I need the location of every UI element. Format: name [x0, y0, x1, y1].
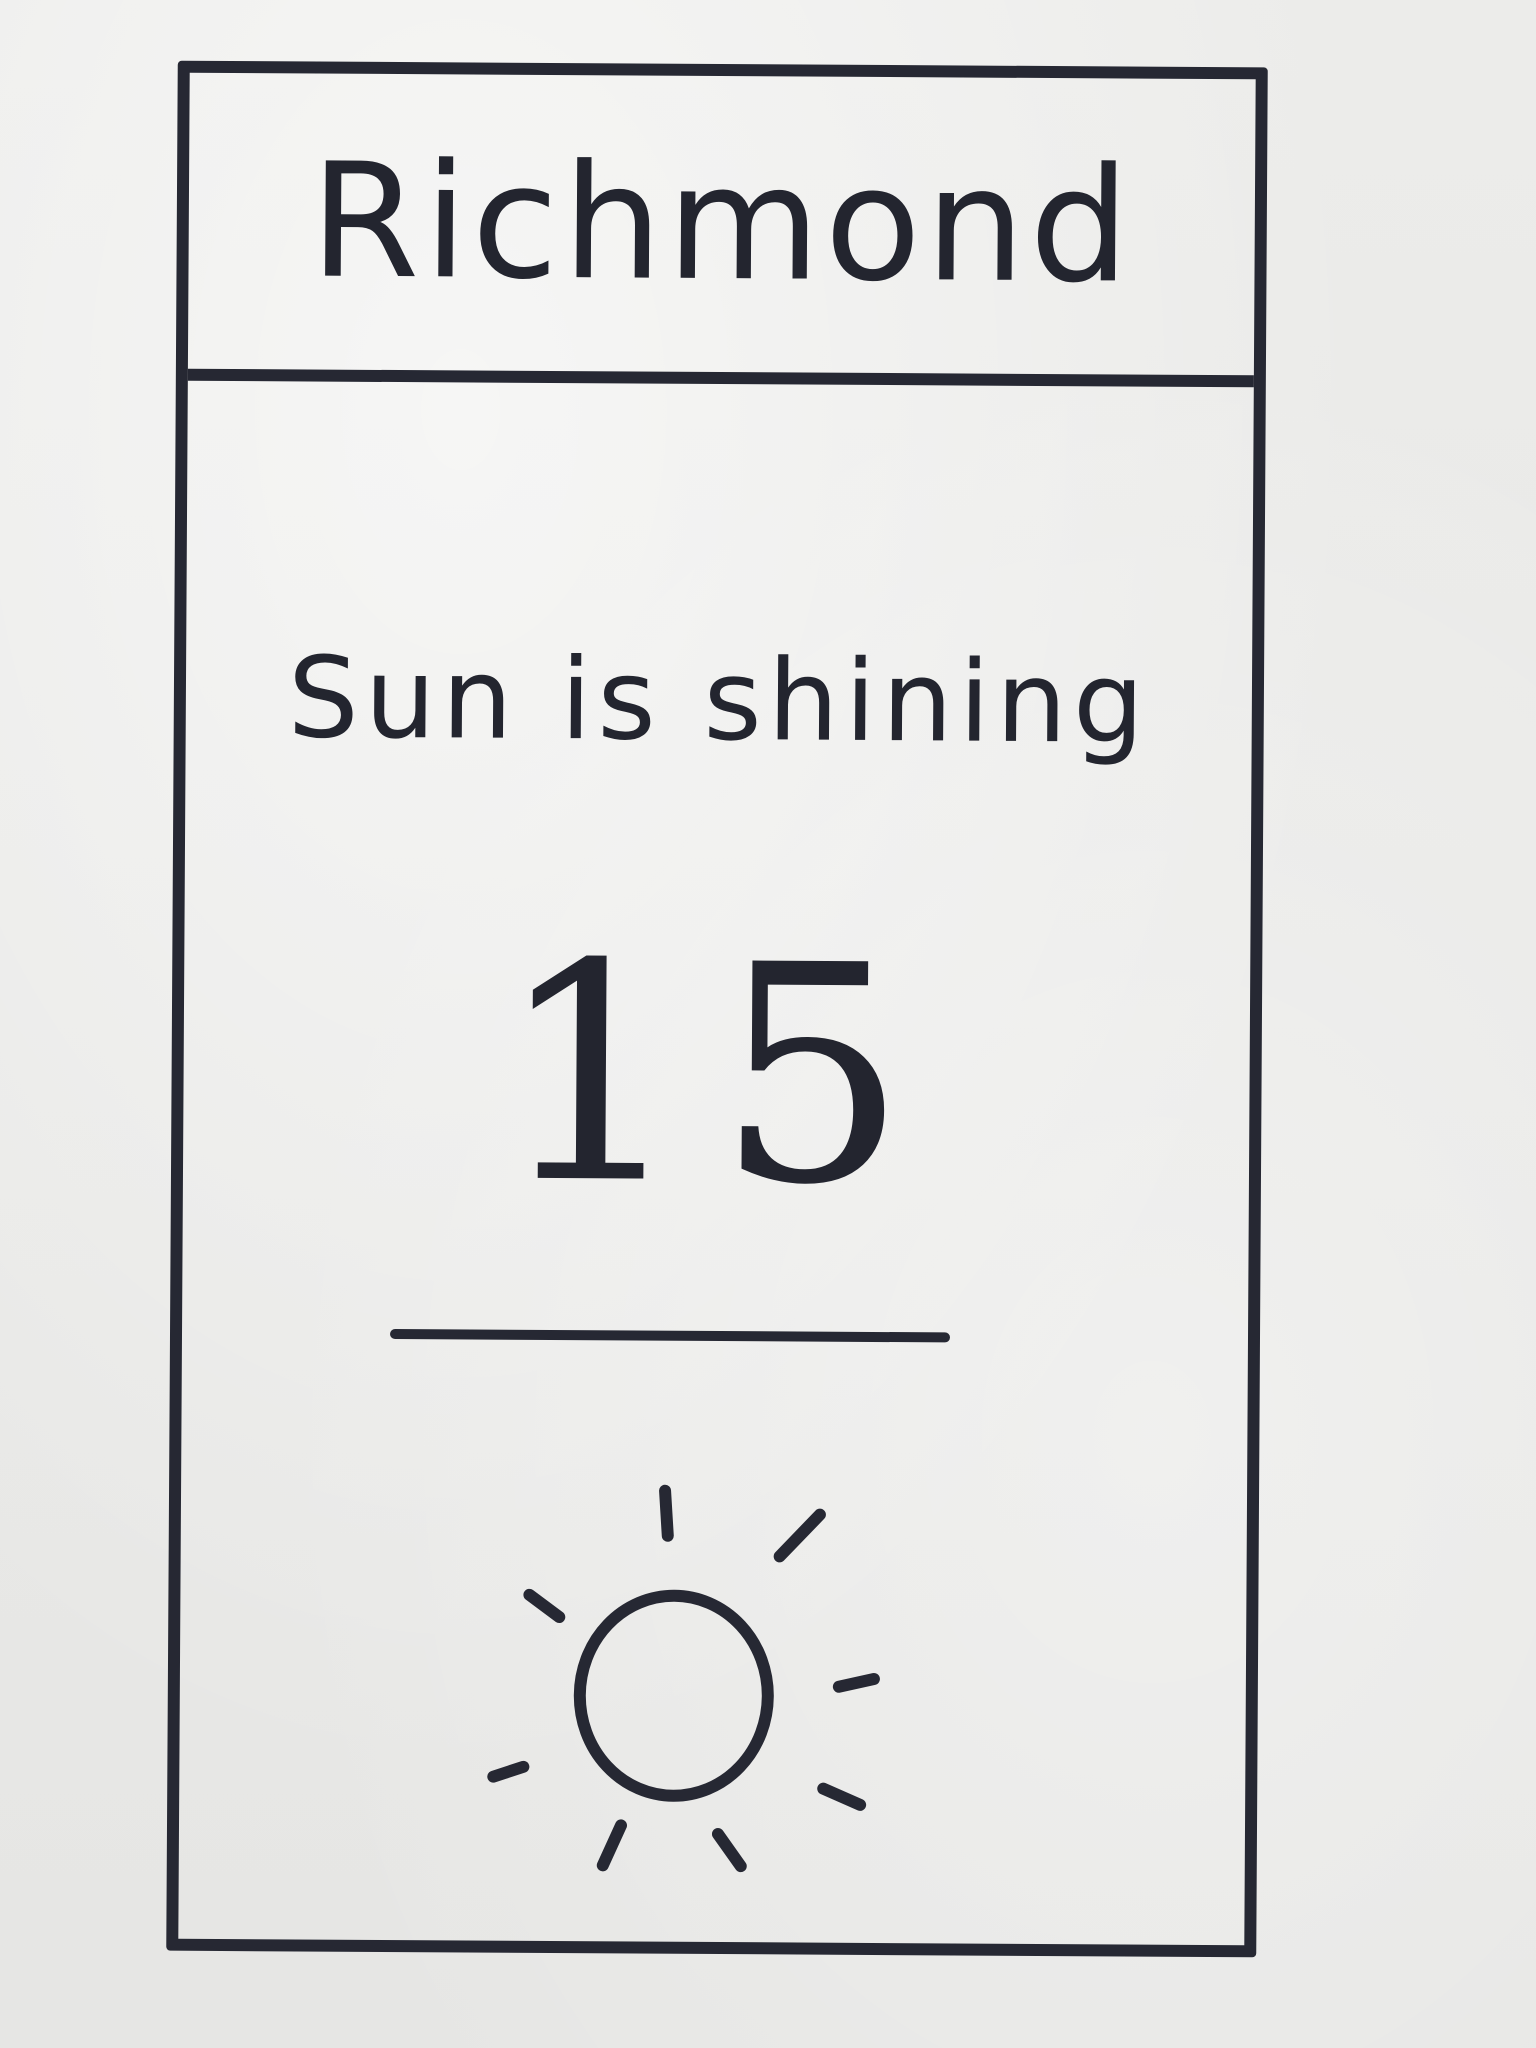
city-name: Richmond	[309, 129, 1135, 319]
weather-card	[166, 61, 1268, 1958]
divider	[390, 1329, 950, 1342]
temperature-value: 15	[494, 899, 939, 1252]
card-header	[188, 73, 1256, 388]
weather-condition: Sun is shining	[287, 633, 1151, 769]
sun-icon	[372, 1394, 975, 1918]
sun-disc	[579, 1595, 768, 1796]
